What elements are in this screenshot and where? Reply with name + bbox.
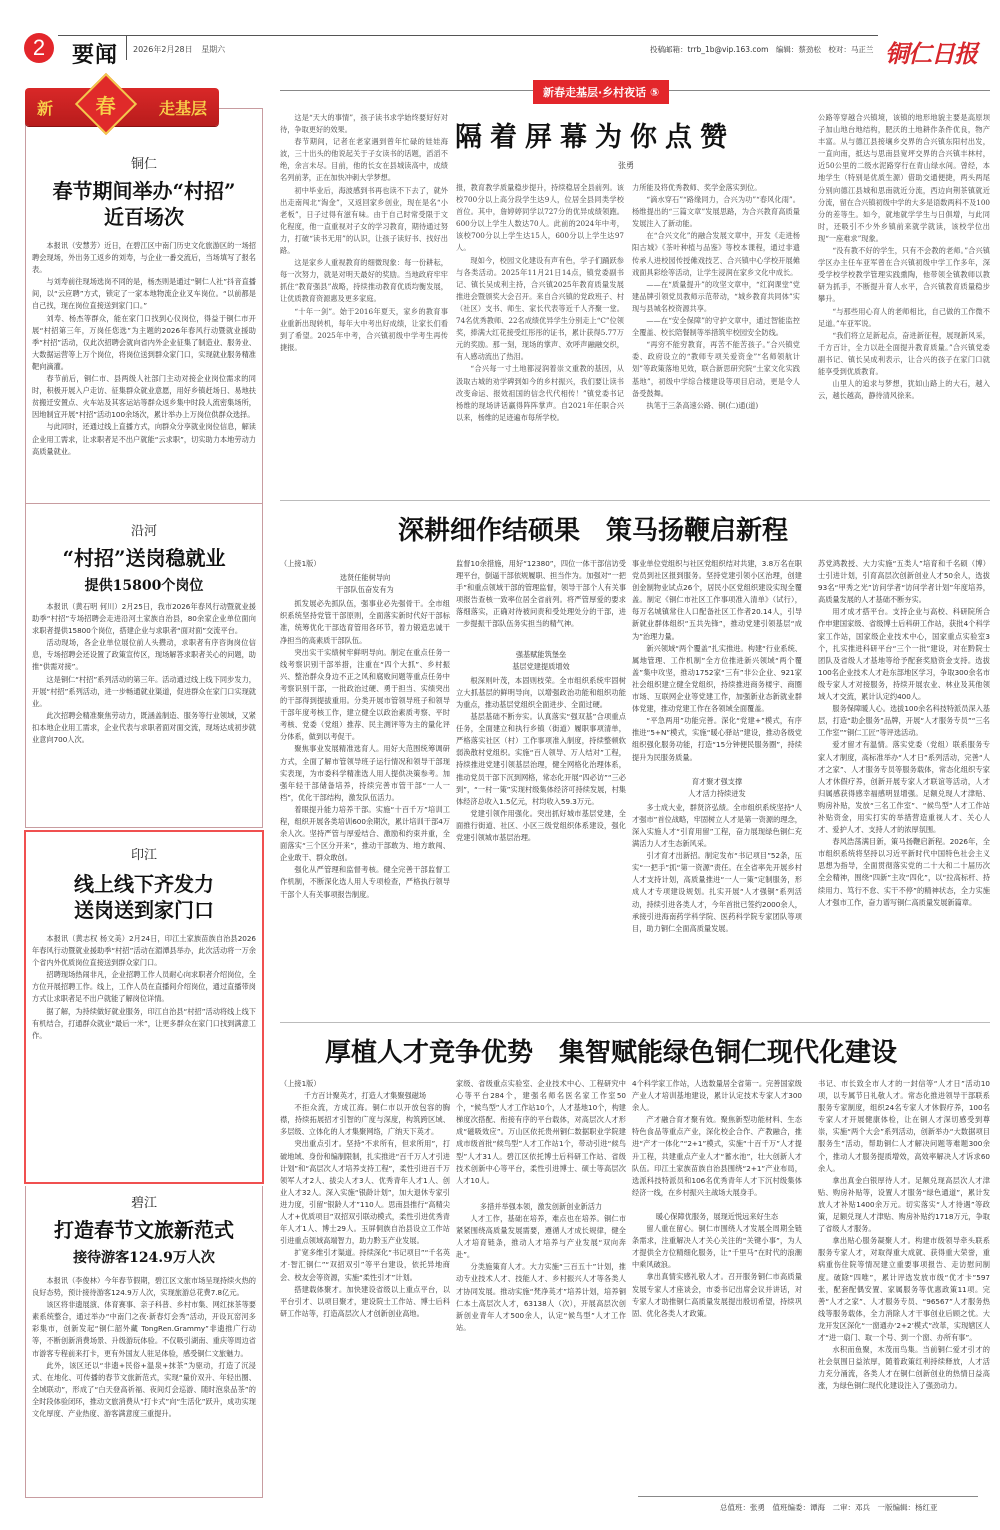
paragraph: 在“合兴文化”的融合发展文章中，开发《走进杨阳古城》《茶叶种植与品鉴》等校本课程，通过非遗传承人进校园传授傩戏技艺、合兴镇中心学校开展傩戏面具彩绘等活动，让学生浸润在家乡文化中成长。 <box>632 231 800 277</box>
paragraph: 这是铜仁“村招”系列活动的第三年。活动通过线上线下同步发力，开展“村招”系列活动，进一步畅通就业渠道，促进群众在家门口实现就业。 <box>32 674 256 708</box>
paragraph: 抓发展必先抓队伍，强事业必先强骨干。全市组织系统坚持党管干部原则，全面落实新时代好干部标准，统筹优化干部选育管用各环节，着力锻造忠诚干净担当的高素质干部队伍。 <box>280 599 450 645</box>
paragraph: 水积而鱼聚，木茂而鸟集。当前铜仁爱才引才的社会氛围日益浓厚，随着政策红利持续释放，人才活力充分涌流，各类人才在铜仁创新创业的热情日益高涨，为绿色铜仁现代化建设注入了强劲动力。 <box>818 1345 990 1391</box>
subheading: 人才活力持续迸发 <box>688 788 746 798</box>
banner-center-text: 春 <box>96 93 116 118</box>
story-headline: 送岗送到家门口 <box>74 898 214 922</box>
story-headline: 线上线下齐发力 <box>74 872 214 896</box>
paragraph: 活动现场，各企业单位展位前人头攒动，求职者有序咨询岗位信息，专场招聘会还设置了政策宣传区，现场解答求职者关心的问题，助推“供需对接”。 <box>32 638 256 672</box>
paragraph: 书记、市长致全市人才的一封信等“人才日”活动10项，以专属节日礼敬人才。常态化推进领导干部联系服务专家制度，组织24名专家人才休假疗养，100名专家人才开展健康体检，让在铜人才深切感受到尊崇，实施“两个大会”系列活动，创新举办“大数据项目服务生”活动，帮助铜仁人才解决问题等难题300余个，推动人才服务提质增效，高效率解决人才诉求60余人。 <box>818 1079 990 1173</box>
story3-column-2 <box>456 1078 626 1488</box>
story-yinjiang <box>24 830 264 1184</box>
story-subheadline: 提供15800个岗位 <box>84 578 204 594</box>
header-rule <box>58 35 378 36</box>
feature-author: 张勇 <box>618 161 634 170</box>
story-headline: 春节期间举办“村招” <box>52 179 236 203</box>
story2-column-2 <box>456 558 626 1018</box>
section-divider <box>280 500 990 501</box>
feature-column-2 <box>456 182 624 492</box>
story2-column-4 <box>818 558 990 1018</box>
paragraph: 留人重在留心。铜仁市围绕人才发展全周期全链条需求，注重解决人才关心关注的“关键小事”，为人才提供全方位精细化服务，让“千里马”在时代的浪潮中乘风破浪。 <box>632 1224 802 1270</box>
subheading: 强基赋能筑堡垒 <box>515 649 567 659</box>
paragraph: 苏党鸿教授、大力实施“五类人”培育和千名硕（博）士引进计划，引育高层次创新创业人才50余人，选拔93名“甲秀之光”访问学者“访问学者计划”年度培养，高质量发展的人才基础不断夯实。 <box>818 559 990 605</box>
paragraph: 这是家乡人重视教育的细微现象：每一份耕耘，每一次努力，就是对明天最好的奖励。当地政府牢牢抓住“教育强县”战略，持续推动教育优质均衡发展，让优质教育资源惠及更多家庭。 <box>280 258 448 304</box>
spring-diamond-icon <box>75 73 137 135</box>
story2-column-3 <box>632 558 802 1018</box>
paragraph: 服务保障暖人心。选拔100余名科技特派员深入基层，打造“助企服务”品牌，开展“人才服务专员”“三名工作室”“铜仁工匠”等评选活动。 <box>818 704 990 738</box>
story-place: 沿河 <box>130 524 157 539</box>
paragraph: 这是“天大的事情”，孩子读书求学始终要好好对待，争取更好的效果。 <box>280 113 448 135</box>
feature-column-4 <box>818 112 990 492</box>
subheading: 多措并举强本领，激发创新创业新活力 <box>479 1201 603 1211</box>
paragraph: ——在“质量提升”的攻坚文章中，“红润课堂”党建品牌引领党员教师示范带动，“城乡教育共同体”实现与县城名校资源共享。 <box>632 279 800 313</box>
paragraph: 现如今，校园文化建设有声有色，学子们踊跃参与各类活动。2025年11月21日14点，镇党委副书记、镇长吴成利主持，合兴镇2025年教育质量发展推进会暨颁奖大会召开。来自合兴镇的党政班子、村（社区）支书、师生、家长代表等近千人齐聚一堂。74名优秀教师、22名成绩优异学生分别走上“C”位领奖，捧满大红花接受红彤彤的证书，累计获得5.77万元的奖励。那一刻，现场的掌声、欢呼声融融交织，有人感动流出了热泪。 <box>456 255 624 362</box>
paragraph: 拿出真金白银厚待人才。足额兑现高层次人才津贴、购房补贴等，设置人才服务“绿色通道”，累计发放人才补贴1400余万元。切实落实“人才待遇”等政策，足额兑现人才津贴、购房补贴约1718万元，争取了省级人才服务。 <box>818 1175 990 1234</box>
feature-title: 隔着屏幕为你点赞 <box>455 122 735 153</box>
paragraph: 不拒众流，方成江海。铜仁市以开放包容的胸襟，持续拓展招才引智的广度与深度，构筑跨区域、多层级、立体化的人才集聚网络，广纳天下英才。 <box>280 1103 450 1137</box>
paragraph: 扩宽多维引才渠道。持续深化“书记项目”“千名英才·智汇铜仁”“双招双引”等平台建设，依托异地商会、校友会等资源，实施“柔性引才”计划。 <box>280 1248 450 1282</box>
footer-rule <box>638 1496 978 1497</box>
paragraph: 着眼提升能力培养干部。实施“十百千万”培训工程，组织开展各类培训600余期次，累计培训干部4万余人次。坚持严管与厚爱结合、激励和约束并重，全面落实“三个区分开来”，推动干部敢为、地方敢闯、企业敢干、群众敢创。 <box>280 804 450 863</box>
date-text: 2026年2月28日 <box>133 45 193 54</box>
continued-label: （上接1版） <box>280 1079 321 1088</box>
duty-editors: 总值班：张勇 值班编委：谭海 二审：邓兵 一版编辑：杨红亚 <box>720 1503 938 1512</box>
paragraph: 产才融合育才聚有效。聚焦新型功能材料、生态特色食品等重点产业，深化校企合作、产教融合，推进“产才一体化”“2+1”模式，实施“十百千万”人才提升工程，共建重点产业人才“蓄水池”，壮大创新人才队伍。印江土家族苗族自治县围绕“2+1”产业布局，选派科技特派员和106名优秀青年人才下沉村级集体经济一线，在乡村振兴主战场大展身手。 <box>632 1115 802 1197</box>
paragraph: 新兴领域“两个覆盖”扎实推进。构建“行业系统、属地管理、工作机制”全方位推进新兴领域“两个覆盖”集中攻坚，推动1752家“三有”非公企业、921家社会组织建立健全党组织，持续推进商务楼宇、商圈市场、互联网企业等党建工作，加强新业态新就业群体党建，推动党建工作在各领域全面覆盖。 <box>632 643 802 714</box>
paragraph: 本报讯（黄志权 杨文美）2月24日，印江土家族苗族自治县2026年春风行动暨就业援助季“村招”活动在湄潭县举办，此次活动将一万余个省内外优质岗位直接送到群众家门口。 <box>32 934 256 968</box>
paragraph: 此外，该区还以“非遗+民俗+温泉+抹茶”为驱动，打造了沉浸式、在地化、可传播的春节文旅新范式，实现“量价双升、年轻出圈、全域联动”，形成了“白天登高祈福、夜间灯会巡游、随时泡泉品茶”的全时段体验闭环，推动文旅消费从“打卡式”向“生活化”跃升，成功实现文化厚度、产业热度、游客满意度三重提升。 <box>32 1360 256 1419</box>
paragraph: 强化从严管理和监督考核。健全完善干部监督工作机制，不断深化选人用人专项检查，严格执行领导干部个人有关事项报告制度。 <box>280 865 450 899</box>
paragraph: 根深则叶茂，本固则枝荣。全市组织系统牢固树立大抓基层的鲜明导向，以增强政治功能和组织功能为重点，推动基层党组织全面进步、全面过硬。 <box>456 675 626 709</box>
paragraph: 本报讯（安慧芳）近日，在碧江区中南门历史文化旅游区的一场招聘会现场，外出务工返乡的刘寿，与企业一番交流后，当场填写了报名表。 <box>32 241 256 275</box>
newspaper-logo: 铜仁日报 <box>885 39 977 68</box>
paragraph: 拿出贴心服务凝聚人才。构建市级领导牵头联系服务专家人才，对取得重大成就、获得重大荣誉，重病重伤住院等情况建立重要事项报告、走访慰问制度。破除“四唯”，累计评选发放市级“优才卡”597张，配套配偶安置、家属服务等优惠政策11项。完善“人才之家”、人才服务专员、“96567”人才服务热线等服务载体，全力消除人才干事创业后顾之忧。大龙开发区深化“一窗通办‘2+2’模式”改革，实现辖区人才“进一扇门、取一个号、到一个窗、办所有事”。 <box>818 1236 990 1342</box>
subheading: 千方百计聚英才，打造人才集聚强磁场 <box>303 1091 427 1101</box>
story-body <box>32 1275 256 1420</box>
paragraph: 突出重点引才。坚持“不求所有，但求所用”，打破地域、身份和编制限制，扎实推进“百千万人才引进计划”和“高层次人才培养支持工程”，柔性引进百千万领军人才2人、拔尖人才3人、优秀青年人才1人、创业人才32人。深入实施“银龄计划”，加大退休专家引进力度，引留“银龄人才”110人。思南县推行“高精尖人才+优质项目”双招双引联动模式，柔性引进优秀青年人才1人、博士29人。玉屏侗族自治县设立工作站引进重点领域高端智力，助力黔玉产业发展。 <box>280 1139 450 1246</box>
feature-column-3 <box>632 182 800 492</box>
paragraph: “与那些用心育人的老师相比，自己做的工作微不足道。”车亚军说。 <box>818 306 990 328</box>
continued-label: （上接1版） <box>280 559 321 568</box>
story3-column-4 <box>818 1078 990 1488</box>
subheading: 育才聚才强支撑 <box>691 776 743 786</box>
new-spring-banner <box>25 88 219 126</box>
paragraph: 引才育才出新招。制定发布“书记项目”52条，压实“一把手”抓“第一资源”责任。在全省率先开展乡村人才支持计划，高质量推进“一人一策”定制服务，形成人才专项建设规划。扎实开展“人才强铜”系列活动，持续引进各类人才，今年首批已签约2000余人，承接引进海南药学科学院、医药科学院专家团队等项目，助力铜仁全面高质量发展。 <box>632 851 802 933</box>
paragraph: 党建引领作用强化。突出抓好城市基层党建，全面推行街道、社区、小区三级党组织体系建设，强化党建引领城市基层治理。 <box>456 808 626 842</box>
subheading: 基层党建提质增效 <box>512 661 570 671</box>
paragraph: 人才工作，基础在培养，难点也在培养。铜仁市紧紧围绕高质量发展需要，遵循人才成长规律，健全人才培育链条，推动人才培养与产业发展“双向奔赴”。 <box>456 1213 626 1260</box>
paragraph: 4个科学家工作站，人选数量居全省第一。完善国家级产业人才培训基地建设，累计认定技术专家人才300余人。 <box>632 1079 802 1113</box>
story-headline: 打造春节文旅新范式 <box>54 1218 234 1242</box>
page-number-badge: 2 <box>24 33 54 63</box>
story-body <box>32 240 256 458</box>
paragraph: 力所能及将优秀教师、奖学金落实到位。 <box>632 183 762 192</box>
paragraph: “平急两用”功能完善。深化“党建+”模式，有序推进“5+N”模式，实施“暖心驿站”建设，推动各级党组织强化服务功能，打造“15分钟便民服务圈”，持续提升为民服务质量。 <box>632 716 802 762</box>
paragraph: 执笔于三条高速公路、铜(仁)通(道) <box>646 400 759 410</box>
subheading: 干部队伍奋发有为 <box>336 585 394 595</box>
paragraph: 聚焦事业发展精准选育人。用好大范围统筹调研方式，全面了解市管领导班子运行情况和领导干部现实表现，为市委科学精准选人用人提供决策参考。加强年轻干部储备培养，持续完善市管干部“一人一档”，优化干部结构，激发队伍活力。 <box>280 744 450 802</box>
story-yanhe <box>25 504 263 828</box>
story-body <box>32 601 256 746</box>
story-headline: 近百场次 <box>104 205 184 229</box>
header-rule <box>378 35 878 36</box>
story-subheadline: 接待游客124.9万人次 <box>73 1250 215 1266</box>
story-place: 铜仁 <box>130 157 157 172</box>
paragraph: “没有教不好的学生，只有不会教的老师。”合兴镇学区办主任车亚军曾在合兴镇初级中学工作多年，深受学校学校教学管理实践熏陶，他带领全镇教师以教研为抓手，不断提升育人水平，合兴镇教育质量稳步攀升。 <box>818 246 990 304</box>
story-place: 印江 <box>130 848 157 863</box>
header-divider <box>126 36 127 60</box>
paragraph: “我们将立足新起点，奋进新征程，展现新风采，千方百计，全力以赴全面提升教育质量。”合兴镇党委副书记、镇长吴成利表示，让合兴的孩子在家门口就能享受到优质教育。 <box>818 330 990 376</box>
story3-column-1 <box>280 1078 450 1488</box>
paragraph: 刘寿、杨杰等群众，能在家门口找到心仪岗位，得益于铜仁市开展“村招第三年，万岗任您选”为主题的2026年春风行动暨就业援助季“村招”活动，仅此次招聘会就向省内外企业征集了制造业、服务业、大数据运营等上万个岗位，将岗位送到群众家门口，实现就业服务精准靶向滴灌。 <box>32 313 256 371</box>
page-header <box>0 0 1000 68</box>
feature-series-tag: 新春走基层·乡村夜话 ⑤ <box>533 80 669 104</box>
paragraph: 用才成才搭平台。支持企业与高校、科研院所合作申建国家级、省级博士后科研工作站，获批4个科学家工作站，国家级企业技术中心，国家重点实验室3个，扎实推进科研平台“三个一批”建设，对在黔院士团队及省级人才基地等给予配套奖励资金支持。选拔100名企业技术人才赴东部地区学习，争取300余名市级专家人才对接服务，持续开展农业、林业及其他领域人才交流，累计认定约400人。 <box>818 607 990 702</box>
weekday-text: 星期六 <box>201 45 226 54</box>
paragraph: 突出实干实绩树牢鲜明导向。制定在重点任务一线考察识别干部举措，注重在“四个大抓”、乡村振兴、整治群众身边不正之风和腐败问题等重点任务中考察识别干部，一批政治过硬、勇于担当、实绩突出的干部得到提拔重用。分类开展市管领导班子和领导干部年度考核工作，建立健全以政治素质考察、平时考核、党委（党组）推荐、民主测评等为主的量化评分体系，做到以考促干。 <box>280 647 450 742</box>
paragraph: 家级、省级重点实验室、企业技术中心、工程研究中心等平台284个，建强名师名医名家工作室50个，“候鸟型”人才工作站10个，人才基地10个，构建梯度次搭配、衔接有序的平台载体，对高层次人才形成“磁吸效应”。万山区依托贵州铜仁数据职业学院建成市级首批“候鸟型”人才工作站1个，带动引进“候鸟型”人才31人。碧江区依托博士后科研工作站、省级技术创新中心等平台，柔性引进博士、硕士等高层次人才10人。 <box>456 1079 626 1185</box>
paragraph: 本报讯（李俊林）今年春节假期，碧江区文旅市场呈现持续火热的良好态势，预计接待游客124.9万人次，实现旅游总花费7.8亿元。 <box>32 1276 256 1298</box>
paragraph: 多士成大业，群贤济弘绩。全市组织系统坚持“人才强市”首位战略，牢固树立人才是第一资源的理念，深入实施人才“引育用留”工程，奋力展现绿色铜仁充满活力人才生态新风采。 <box>632 802 802 849</box>
feature-column-1 <box>280 112 448 492</box>
paragraph: 春节前后，铜仁市、县两级人社部门主动对接企业岗位需求的同时，积极开展入户走访、征集群众就业意愿，用好乡镇赶场日、易地扶贫搬迁安置点、火车站及其客运站等群众返乡集中时段人流密集场所，因地制宜开展“村招”活动100余场次，累计举办上万岗位供群众选择。 <box>32 374 256 420</box>
contact-info: 投稿邮箱：trrb_1b@vip.163.com 编辑：蔡劲松 校对：马正兰 <box>650 45 874 54</box>
paragraph: “再穷不能穷教育，再苦不能苦孩子。”合兴镇党委、政府设立的“教师专项关爱资金”“名师领航计划”等政策落地见效，联合新思研究院“土家文化实践基地”，初级中学综合楼建设等项目启动，更是令人备受鼓舞。 <box>632 340 800 398</box>
subheading: 暖心保障优服务，展现近悦远来好生态 <box>655 1211 779 1221</box>
story3-column-3 <box>632 1078 802 1488</box>
paragraph: “滴水穿石”“路缘同力，合兴为功”“春风化雨”。杨维提出的“三篇文章”发展思路，为合兴教育高质量发展注入了新动能。 <box>632 195 800 229</box>
paragraph: 与此同时，还通过线上直播方式，向群众分享就业岗位信息，解读企业用工需求，让求职者足不出户就能“云求职”，切实助力本地劳动力高质量就业。 <box>32 422 256 456</box>
banner-left-text: 新 <box>37 98 54 118</box>
paragraph: 搭建载体聚才。加快建设省级以上重点平台，以平台引才、以项目聚才，建设院士工作站、博士后科研工作站等，打造高层次人才创新创业高地。 <box>280 1284 450 1318</box>
paragraph: 该区将非遗展演、体育赛事、亲子科普、乡村市集、网红抹茶等要素系统整合，通过举办“中南门之夜·新春灯会秀”活动，开设瓦窑河多彩集市，创新发起“铜仁韶外藏 TongRen.Grammy”非遗推广行动等，不断创新消费场景、升级游玩体验。不仅吸引湖南、重庆等周边省市游客专程前来打卡，更有外国友人驻足体验，感受铜仁文旅魅力。 <box>32 1300 256 1358</box>
paragraph: 本报讯（黄石明 何川）2月25日，我市2026年春风行动暨就业援助季“村招”专场招聘会走进沿河土家族自治县，80余家企业单位面向求职者提供15800个岗位，搭建企业与求职者“面对面”交流平台。 <box>32 602 256 636</box>
story-body <box>32 933 256 1042</box>
subheading: 选贤任能树导向 <box>339 573 391 583</box>
section-divider <box>280 1022 990 1023</box>
paragraph: 春风浩荡满目新，策马扬鞭启新程。2026年，全市组织系统将坚持以习近平新时代中国特色社会主义思想为指导，全面贯彻落实党的二十大和二十届历次全会精神，围绕“四新”主攻“四化”，以“拉高标杆、持续用力、笃行不怠、实干不停”的精神状态，全力实施人才强市工作，奋力谱写铜仁高质量发展新篇章。 <box>818 837 990 907</box>
paragraph: 事业单位党组织与社区党组织结对共建，3.8万名在职党员到社区报到服务。坚持党建引领小区治理，创建创金制物业试点26个，居民小区党组织建设实现全覆盖。制定《铜仁市社区工作事项准入清单》（试行），每万名城镇常住人口配备社区工作者20.14人，引导新就业群体组织“五共先锋”，推动党建引领基层“成为”治理力量。 <box>632 559 802 641</box>
paragraph: 招聘现场热闹非凡，企业招聘工作人员耐心向求职者介绍岗位，全方位开展招聘工作。线上，工作人员在直播间介绍岗位，通过直播带岗方式让求职者足不出户就能了解岗位详情。 <box>32 970 256 1004</box>
paragraph: 据了解，为持续做好就业服务，印江自治县“村招”活动将线上线下有机结合，打通群众就业“最后一米”，让更多群众在家门口找到满意工作。 <box>32 1006 256 1040</box>
banner-right-text: 走基层 <box>158 98 207 118</box>
paragraph: 初中毕业后，海波感到书再也读不下去了，就外出走南闯北“淘金”，又返回家乡创业，现在是名“小老板”，日子过得有滋有味。由于自己时常受限于文化程度，他一直重视对子女的学习教育，期待通过努力，打破“读书无用”的认识，让孩子读好书、找好出路。 <box>280 185 448 256</box>
paragraph: 分类施策育人才。大力实施“三百五十”计划，推动专业技术人才、技能人才、乡村振兴人才等各类人才协同发展。推动实施“梵净英才”培养计划，培养铜仁本土高层次人才，63138人（次），开展高层次创新创业青年人才500余人，认定“候鸟型”人才工作站。 <box>456 1262 626 1332</box>
paragraph: 春节期间，记者在老家遇到曾年忙碌的娃娃海波，三十出头的他说起关于子女读书的话题，滔滔不绝，余言未尽。目前，他的长女在县城读高中，成绩名列前茅，正在加快冲刺大学梦想。 <box>280 137 448 183</box>
story-place: 碧江 <box>130 1196 157 1211</box>
section-title: 要闻 <box>72 43 119 68</box>
paragraph: “合兴每一寸土地都浸润着崇文重教的基因，从汲取古城的劝学碑到如今的乡村振兴，我们要让读书改变命运、报效祖国的信念代代相传！”镇党委书记杨维的现场讲话赢得阵阵掌声。自2021年任职合兴以来，杨维的足迹遍布每所学校。 <box>456 364 624 422</box>
story2-title: 深耕细作结硕果 策马扬鞭启新程 <box>398 516 789 546</box>
paragraph: 报，教育教学质量稳步提升，持续稳居全县前列。该校700分以上高分段学生达9人，位居全县同类学校首位。其中，詹婷婷同学以727分的优异成绩领跑。600分以上学生人数达70人。此前的2024年中考，该校700分以上学生达15人，600分以上学生达97人。 <box>456 183 624 253</box>
paragraph: 爱才留才有温情。落实党委（党组）联系服务专家人才制度，高标准举办“人才日”系列活动，完善“人才之家”、人才服务专员等服务载体，常态化组织专家人才休假疗养，创新开展专家人才联谊等活动，人才归属感获得感幸福感明显增强。足额兑现人才津贴、购房补贴，发放“三名工作室”、“候鸟型”人才工作站补贴资金，用实打实的举措营造重视人才、关心人才、爱护人才、支持人才的浓厚氛围。 <box>818 740 990 835</box>
paragraph: 山里人的追求与梦想，犹如山路上的大石，越入云，越长越高，静待清风徐来。 <box>818 379 990 401</box>
story3-title: 厚植人才竞争优势 集智赋能绿色铜仁现代化建设 <box>325 1038 898 1068</box>
paragraph: 此次招聘会精准聚焦劳动力，既涵盖制造、服务等行业领域，又紧扣本地企业用工需求，企业代表与求职者面对面交流，现场达成初步就业意向700人次。 <box>32 710 256 745</box>
paragraph: 基层基础不断夯实。认真落实“强双基”合项重点任务，全面建立和执行乡镇（街道）履职事项清单，严格落实社区（村）工作事项准入制度，持续整顿软弱涣散村党组织。实施“百人领导、万人结对”工程，持续推进党建引领基层治理，健全网格化治理体系，推动党员干部下沉到网格，常态化开展“四必访”“三必到”，“一村一策”实现村级集体经济可持续发展，村集体经济总收入1.5亿元，村均收入59.3万元。 <box>456 712 626 806</box>
publish-date <box>133 44 225 55</box>
story2-column-1 <box>280 558 450 1018</box>
paragraph: 监督10余措施，用好“12380”，四位一体干部信访受理平台，倒逼干部依规履职、担当作为。加强对“一把手”和重点领域干部的管理监督，领导干部个人有关事项报告查核一致率位居全省前列。将严管厚爱的要求落细落实，正确对待被问责和受处理处分的干部，进一步提振干部队伍务实担当的精气神。 <box>456 559 626 629</box>
paragraph: ——在“安全保障”的守护文章中，通过智能监控全覆盖、校长陪餐制等举措筑牢校园安全防线。 <box>632 316 800 338</box>
paragraph: “十年一剑”。始于2016年夏天，家乡的教育事业重新出现转机，每年大中考出好成绩，让家长们看到了希望。2025年中考，合兴镇初级中学考生再传捷报。 <box>280 306 448 352</box>
paragraph: 拿出真情实感礼敬人才。召开服务铜仁市高质量发展专家人才座谈会，市委书记出席会议并讲话，对专家人才助推铜仁高质量发展提出殷切希望，持续巩固、优化各类人才政策。 <box>632 1272 802 1318</box>
story-tongren <box>25 108 263 504</box>
story-headline: “村招”送岗稳就业 <box>62 546 226 570</box>
paragraph: 与刘寿前往现场选岗不同的是，杨杰则是通过“铜仁人社”抖音直播间，以“云应聘”方式，锁定了一家本地物流企业叉车岗位。“以前都是自己找，现在岗位直接送到家门口。” <box>32 277 256 311</box>
story-bijiang <box>25 1186 263 1498</box>
paragraph: 公路等穿越合兴镇境，该镇的地形地貌主要是高原坝子加山地台地结构，肥沃的土地耕作条件优良，物产丰富。从与德江县接壤乡交界的合兴镇东阳村出发，一直向南，抵达与思南县宽坪交界的合兴镇丰林村，近50公里的二级水泥路穿行在青山绿水间。曾经，本地学生（特别是优质生源）借助交通便捷，两头两尾分别向德江县城和思南就近分流，西边向荆茶镇就近分流，留在合兴镇初级中学的大多是语数两科不及100分的差等生。如今，就地就学学生与日俱增，与此同时，还吸引不少外乡镇前来就学就读，该校学位出现“一座难求”现象。 <box>818 113 990 243</box>
